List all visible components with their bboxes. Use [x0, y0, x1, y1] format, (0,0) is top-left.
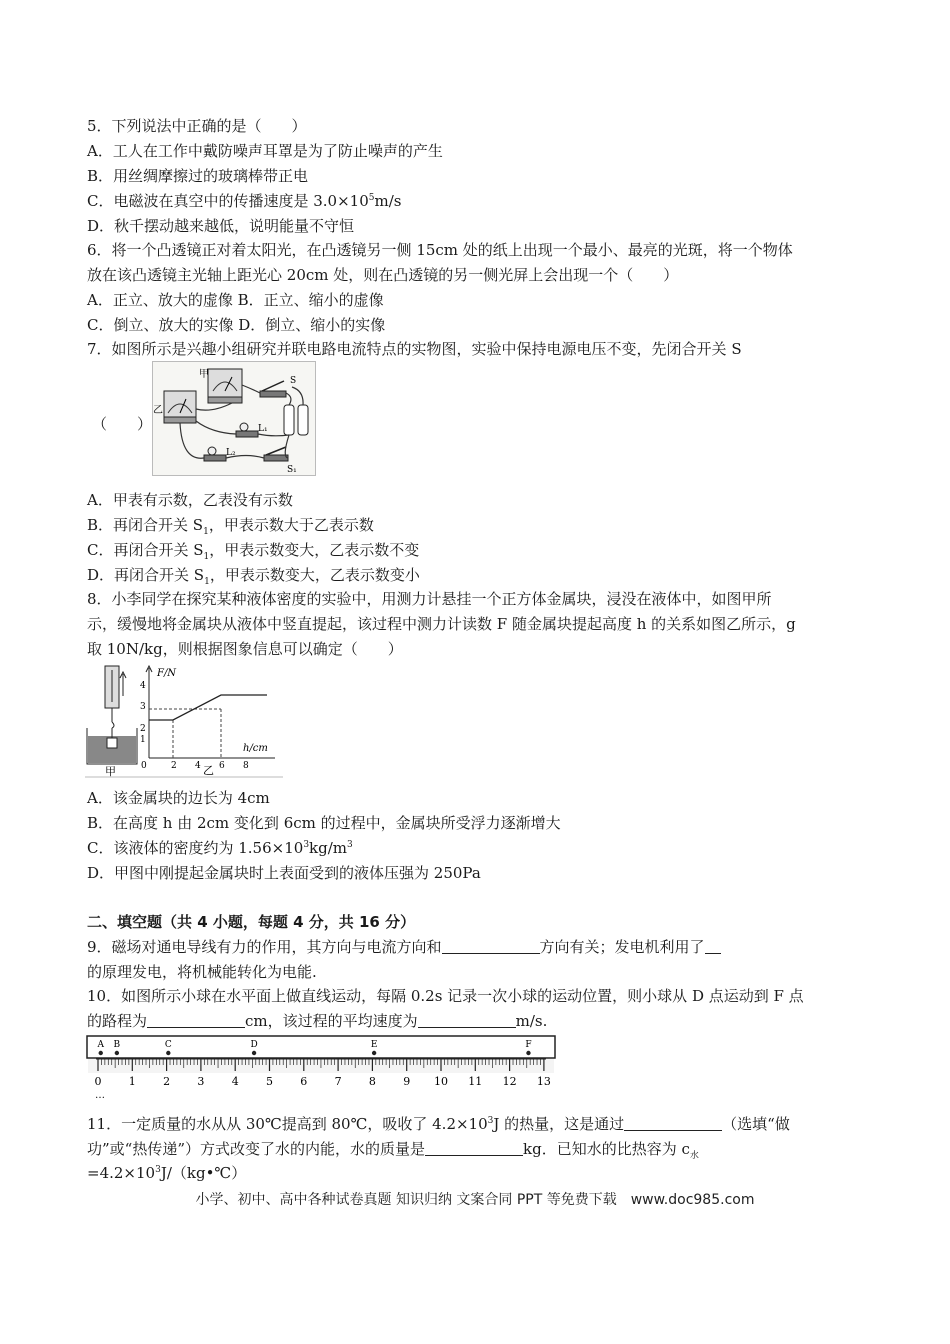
section-heading-fill-in: 二、填空题（共 4 小题，每题 4 分，共 16 分） — [87, 913, 416, 931]
graph-ytick: 1 — [140, 735, 146, 745]
ruler-number: 10 — [434, 1075, 448, 1088]
q10-line-1: 10．如图所示小球在水平面上做直线运动，每隔 0.2s 记录一次小球的运动位置，则小球从 D 点运动到 F 点 — [87, 987, 804, 1005]
graph-xtick: 6 — [219, 761, 225, 771]
ball-position-label: B — [113, 1040, 121, 1050]
graph-origin: 0 — [141, 761, 147, 771]
q11-line-2: 功”或“热传递”）方式改变了水的内能，水的质量是 kg．已知水的比热容为 $c_水$ — [87, 1140, 699, 1161]
ruler-number: 11 — [468, 1075, 483, 1088]
f-h-graph — [140, 666, 275, 777]
answer-blank[interactable] — [442, 938, 540, 954]
graph-ytick: 3 — [140, 702, 146, 712]
ruler-number: 5 — [266, 1075, 273, 1088]
q7-answer-paren: （ ） — [92, 415, 153, 433]
label-jia: 甲 — [199, 369, 209, 380]
q5-stem: 5．下列说法中正确的是（ ） — [87, 117, 307, 135]
label-jia: 甲 — [105, 765, 116, 778]
graph-ylabel: F/N — [157, 668, 177, 679]
label-l1: L₁ — [258, 424, 268, 434]
q8-option-a: A．该金属块的边长为 4cm — [87, 789, 270, 807]
label-l2: L₂ — [226, 448, 236, 458]
ball-position-dot — [99, 1051, 103, 1055]
q5-option-b: B．用丝绸摩擦过的玻璃棒带正电 — [87, 167, 309, 185]
ball-position-dot — [526, 1051, 530, 1055]
q9-line-2: 的原理发电，将机械能转化为电能. — [87, 963, 317, 981]
ruler-number: 12 — [502, 1075, 517, 1088]
q5-option-c: C．电磁波在真空中的传播速度是 $3.0\times 10^5m/s$ — [87, 192, 402, 210]
ruler-number: 2 — [163, 1075, 171, 1088]
answer-blank[interactable] — [425, 1140, 523, 1156]
q8-option-c: C．该液体的密度约为 $1.56\times 10^3kg/m^3$ — [87, 839, 353, 857]
ruler-number: 3 — [197, 1075, 205, 1088]
page-footer: 小学、初中、高中各种试卷真题 知识归纳 文案合同 PPT 等免费下载 www.doc985.com — [195, 1192, 755, 1208]
answer-blank[interactable] — [705, 938, 721, 954]
q8-option-b: B．在高度 h 由 2cm 变化到 6cm 的过程中，金属块所受浮力逐渐增大 — [87, 814, 561, 832]
label-yi: 乙 — [203, 764, 214, 777]
graph-xtick: 4 — [195, 761, 201, 771]
ruler-unit-hint: … — [95, 1090, 105, 1099]
graph-xlabel: h/cm — [243, 743, 268, 754]
ball-position-dot — [372, 1051, 376, 1055]
ruler-number: 6 — [300, 1075, 308, 1088]
q11-line-1: 11．一定质量的水从从 30℃提高到 80℃，吸收了 $4.2\times 10^3J$ 的热量，这是通过 （选填“做 — [87, 1115, 790, 1133]
ball-position-dot — [115, 1051, 119, 1055]
q9-line-1: 9．磁场对通电导线有力的作用，其方向与电流方向和 方向有关；发电机利用了 — [87, 937, 721, 957]
q8-figure — [85, 662, 283, 778]
q7-option-c: C．再闭合开关 $S_1$，甲表示数变大，乙表示数不变 — [87, 541, 420, 562]
ruler-number: 8 — [368, 1075, 376, 1088]
q8-line-3: 取 10N/kg，则根据图象信息可以确定（ ） — [87, 640, 403, 658]
q10-line-2: 的路程为 cm，该过程的平均速度为 m/s. — [87, 1012, 548, 1030]
answer-blank[interactable] — [147, 1012, 245, 1028]
q8-option-d: D．甲图中刚提起金属块时上表面受到的液体压强为 250Pa — [87, 864, 481, 882]
graph-ytick: 2 — [140, 724, 146, 734]
ruler-number: 9 — [403, 1075, 411, 1088]
q5-option-a: A．工人在工作中戴防噪声耳罩是为了防止噪声的产生 — [87, 142, 443, 160]
q7-circuit-figure — [152, 361, 316, 476]
spring-scale-apparatus — [87, 666, 137, 778]
q6-options-cd: C．倒立、放大的实像 D．倒立、缩小的实像 — [87, 316, 386, 334]
ball-position-dot — [252, 1051, 256, 1055]
graph-xtick: 8 — [243, 761, 249, 771]
ball-position-label: A — [97, 1040, 104, 1050]
q7-option-d: D．再闭合开关 $S_1$，甲表示数变大，乙表示数变小 — [87, 566, 420, 587]
q5-option-d: D．秋千摆动越来越低，说明能量不守恒 — [87, 217, 355, 235]
ruler-number: 4 — [231, 1075, 239, 1088]
q10-ruler-figure — [86, 1035, 560, 1099]
label-yi: 乙 — [153, 405, 163, 416]
q6-line-2: 放在该凸透镜主光轴上距光心 20cm 处，则在凸透镜的另一侧光屏上会出现一个（ ） — [87, 266, 679, 284]
q8-line-2: 示，缓慢地将金属块从液体中竖直提起，该过程中测力计读数 F 随金属块提起高度 h 的关系如图乙所示，g — [87, 615, 796, 633]
ruler-number: 13 — [536, 1075, 551, 1088]
ball-position-label: E — [370, 1040, 378, 1050]
q11-line-3: $=4.2\times 10^3J/(kg•℃)$ — [87, 1164, 247, 1182]
ruler-number: 7 — [334, 1075, 342, 1088]
ball-position-label: C — [164, 1040, 172, 1050]
q7-stem: 7．如图所示是兴趣小组研究并联电路电流特点的实物图，实验中保持电源电压不变，先闭合开关 S — [87, 340, 742, 358]
ball-position-dot — [166, 1051, 170, 1055]
ruler-number: 0 — [94, 1075, 102, 1088]
graph-xtick: 2 — [171, 761, 177, 771]
label-switch-s: S — [290, 376, 297, 386]
q7-option-a: A．甲表有示数，乙表没有示数 — [87, 491, 293, 509]
label-switch-s1: S₁ — [287, 465, 297, 475]
ruler-number: 1 — [128, 1075, 136, 1088]
q7-option-b: B．再闭合开关 $S_1$，甲表示数大于乙表示数 — [87, 516, 374, 537]
q6-line-1: 6．将一个凸透镜正对着太阳光，在凸透镜另一侧 15cm 处的纸上出现一个最小、最亮的光斑，将一个物体 — [87, 241, 793, 259]
ball-position-label: F — [525, 1040, 532, 1050]
q8-line-1: 8．小李同学在探究某种液体密度的实验中，用测力计悬挂一个正方体金属块，浸没在液体中，如图甲所 — [87, 590, 772, 608]
answer-blank[interactable] — [418, 1012, 516, 1028]
q6-options-ab: A．正立、放大的虚像 B．正立、缩小的虚像 — [87, 291, 384, 309]
answer-blank[interactable] — [624, 1115, 722, 1131]
ball-position-label: D — [250, 1040, 258, 1050]
graph-ytick: 4 — [140, 681, 146, 691]
